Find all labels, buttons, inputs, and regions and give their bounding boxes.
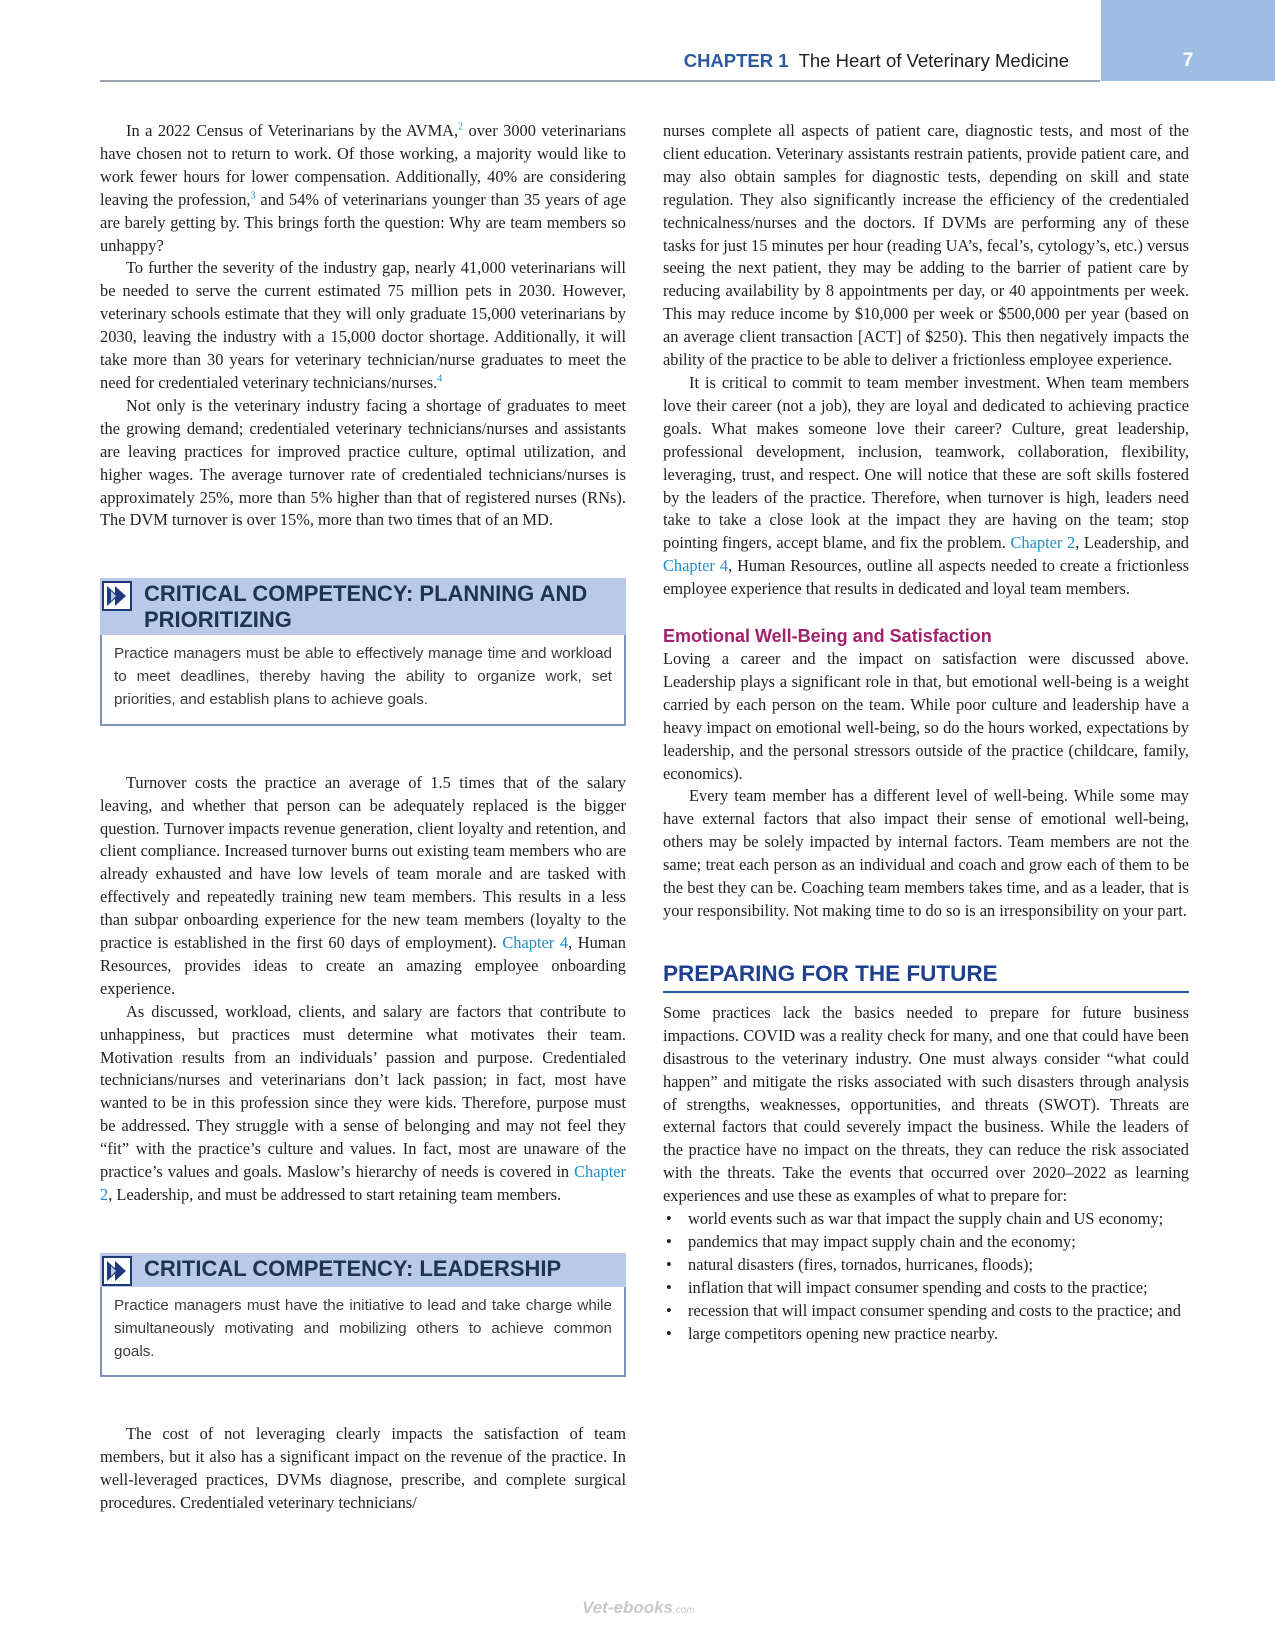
text-run: To further the severity of the industry gap, nearly 41,000 veterinarians will be needed to serve the current estimated 75 million pets in 2030. However, veterinary schools estimate that they will only graduate 15,000 veterinarians by 2030, leaving the industry with a 15,000 doctor shortage. Additionally, it will take more than 30 years for veterinary technician/nurse graduates to meet the need for credentialed veterinary technicians/nurses. bbox=[100, 258, 626, 392]
chapter-link[interactable]: Chapter 2 bbox=[100, 1162, 626, 1205]
section-heading: PREPARING FOR THE FUTURE bbox=[663, 959, 1189, 993]
competency-box-body: Practice managers must have the initiative to lead and take charge while simultaneously motivating and mobilizing others to achieve common goals. bbox=[100, 1287, 626, 1377]
chapter-link[interactable]: Chapter 2 bbox=[1010, 533, 1076, 553]
paragraph: nurses complete all aspects of patient care, diagnostic tests, and most of the client education. Veterinary assistants restrain patients, provide patient care, and may also obtain samples for diagnostic tests, depending on skill and state regulation. They also significantly increase the efficiency of the credentialed technicalness/nurses and the doctors. If DVMs are performing any of these tasks for just 15 minutes per hour (reading UA’s, fecal’s, cytology’s, etc.) versus seeing the next patient, they may be adding to the barrier of patient care by reducing availability by 8 appointments per day, or 40 appointments per week. This may reduce income by $10,000 per week or $500,000 per year (based on an average client transaction [ACT] of $250). This then negatively impacts the ability of the practice to be able to deliver a frictionless employee experience. bbox=[663, 121, 1189, 370]
header-rule bbox=[100, 80, 1100, 82]
list-item: • recession that will impact consumer spending and costs to the practice; and bbox=[663, 1300, 1189, 1323]
text-run: and 54% of veterinarians younger than 35 years of age are barely getting by. This brings forth the question: Why are team members so unhappy? bbox=[100, 189, 626, 255]
paragraph: Some practices lack the basics needed to prepare for future business impactions. COVID was a reality check for many, and one that could have been disastrous to the veterinary industry. One must always consider “what could happen” and mitigate the risks associated with such disasters through analysis of strengths, weaknesses, opportunities, and threats (SWOT). Threats are external factors that could severely impact the business. While the leaders of the practice have no impact on the threats, they can reduce the risk associated with the threats. Take the events that occurred over 2020–2022 as learning experiences and use these as examples of what to prepare for: bbox=[663, 1002, 1189, 1206]
right-column bbox=[663, 120, 1189, 1346]
competency-box-title: CRITICAL COMPETENCY: LEADERSHIP bbox=[144, 1255, 562, 1281]
text-run: , Leadership, and must be addressed to start retaining team members. bbox=[108, 1185, 562, 1205]
page-number-tab bbox=[1101, 0, 1275, 81]
running-header bbox=[684, 50, 1069, 72]
double-chevron-icon bbox=[102, 581, 132, 611]
paragraph bbox=[100, 1001, 626, 1207]
paragraph bbox=[100, 257, 626, 394]
chapter-label: CHAPTER 1 bbox=[683, 50, 789, 71]
competency-box-header bbox=[100, 1253, 626, 1287]
competency-box-title: CRITICAL COMPETENCY: PLANNING AND PRIORITIZING bbox=[144, 581, 588, 633]
paragraph bbox=[663, 372, 1189, 601]
competency-box-header bbox=[100, 578, 626, 635]
list-item: • pandemics that may impact supply chain and the economy; bbox=[663, 1231, 1189, 1254]
text-run: , Human Resources, outline all aspects needed to create a frictionless employee experience that results in dedicated and loyal team members. bbox=[663, 556, 1189, 599]
bullet-list bbox=[663, 1208, 1189, 1345]
text-run: It is critical to commit to team member investment. When team members love their career (not a job), they are loyal and dedicated to achieving practice goals. What makes someone love their career? Culture, great leadership, professional development, inclusion, teamwork, collaboration, flexibility, leveraging, trust, and respect. One will notice that these are soft skills fostered by the leaders of the practice. Therefore, when turnover is high, leaders need take to take a close look at the impact they are having on the team; stop pointing fingers, accept blame, and fix the problem. bbox=[663, 372, 1189, 553]
reference-superscript[interactable]: 2 bbox=[458, 121, 464, 133]
double-chevron-icon bbox=[102, 1256, 132, 1286]
watermark-text: Vet-ebooks bbox=[582, 1598, 674, 1617]
reference-superscript[interactable]: 4 bbox=[437, 373, 443, 385]
watermark-suffix: .com bbox=[673, 1605, 695, 1616]
watermark bbox=[582, 1598, 695, 1618]
competency-box-body: Practice managers must be able to effectively manage time and workload to meet deadlines, thereby having the ability to organize work, set priorities, and establish plans to achieve goals. bbox=[100, 635, 626, 725]
paragraph: The cost of not leveraging clearly impacts the satisfaction of team members, but it also has a significant impact on the revenue of the practice. In well-leveraged practices, DVMs diagnose, prescribe, and complete surgical procedures. Credentialed veterinary technicians/ bbox=[100, 1424, 626, 1513]
paragraph: Loving a career and the impact on satisfaction were discussed above. Leadership plays a significant role in that, but emotional well-being is a weight carried by each person on the team. While poor culture and leadership have a heavy impact on emotional well-being, so do the hours worked, expectations by leadership, and the personal stressors outside of the practice (childcare, family, economics). bbox=[663, 649, 1189, 783]
list-item: • large competitors opening new practice nearby. bbox=[663, 1323, 1189, 1346]
competency-box-leadership bbox=[100, 1253, 626, 1377]
text-run: , Human Resources, provides ideas to create an amazing employee onboarding experience. bbox=[100, 933, 626, 998]
list-item: • world events such as war that impact the supply chain and US economy; bbox=[663, 1208, 1189, 1231]
chapter-title: The Heart of Veterinary Medicine bbox=[798, 50, 1069, 71]
competency-box-planning bbox=[100, 578, 626, 725]
text-run: In a 2022 Census of Veterinarians by the AVMA, bbox=[126, 121, 459, 140]
list-item: • natural disasters (fires, tornados, hurricanes, floods); bbox=[663, 1254, 1189, 1277]
text-run: , Leadership, and bbox=[1075, 533, 1189, 553]
paragraph: Every team member has a different level of well-being. While some may have external factors that also impact their sense of emotional well-being, others may be solely impacted by internal factors. Team members are not the same; treat each person as an individual and coach and grow each of them to be the best they can be. Coaching team members takes time, and as a leader, that is your responsibility. Not making time to do so is an irresponsibility on your part. bbox=[663, 786, 1189, 920]
text-run: Turnover costs the practice an average of 1.5 times that of the salary leaving, and whether that person can be adequately replaced is the bigger question. Turnover impacts revenue generation, client loyalty and retention, and client compliance. Increased turnover burns out existing team members who are already exhausted and have low levels of team morale and are tasked with effectively and repeatedly training new team members. This results in a less than subpar onboarding experience for the new team members (loyalty to the practice is established in the first 60 days of employment). bbox=[100, 772, 626, 953]
subsection-heading: Emotional Well-Being and Satisfaction bbox=[663, 626, 992, 647]
chapter-link[interactable]: Chapter 4 bbox=[663, 556, 729, 576]
page-number: 7 bbox=[1182, 50, 1194, 71]
left-column bbox=[100, 120, 626, 1515]
text-run: over 3000 veterinarians have chosen not to return to work. Of those working, a majority would like to work fewer hours for lower compensation. Additionally, 40% are considering leaving the profession, bbox=[100, 121, 626, 209]
paragraph bbox=[100, 120, 626, 257]
reference-superscript[interactable]: 3 bbox=[250, 190, 256, 202]
list-item: • inflation that will impact consumer spending and costs to the practice; bbox=[663, 1277, 1189, 1300]
chapter-link[interactable]: Chapter 4 bbox=[502, 933, 569, 953]
paragraph bbox=[100, 772, 626, 1001]
text-run: As discussed, workload, clients, and salary are factors that contribute to unhappiness, but practices must determine what motivates their team. Motivation results from an individuals’ passion and purpose. Credentialed technicians/nurses and veterinarians don’t lack passion; in fact, most have wanted to be in this profession since they were kids. Therefore, purpose must be addressed. They struggle with a sense of belonging and may not feel they “fit” with the practice’s culture and values. In fact, most are unaware of the practice’s values and goals. Maslow’s hierarchy of needs is covered in bbox=[100, 1001, 626, 1182]
paragraph: Not only is the veterinary industry facing a shortage of graduates to meet the growing demand; credentialed veterinary technicians/nurses and assistants are leaving practices for improved practice culture, optimal utilization, and higher wages. The average turnover rate of credentialed technicians/nurses is approximately 25%, more than 5% higher than that of registered nurses (RNs). The DVM turnover is over 15%, more than two times that of an MD. bbox=[100, 395, 626, 530]
